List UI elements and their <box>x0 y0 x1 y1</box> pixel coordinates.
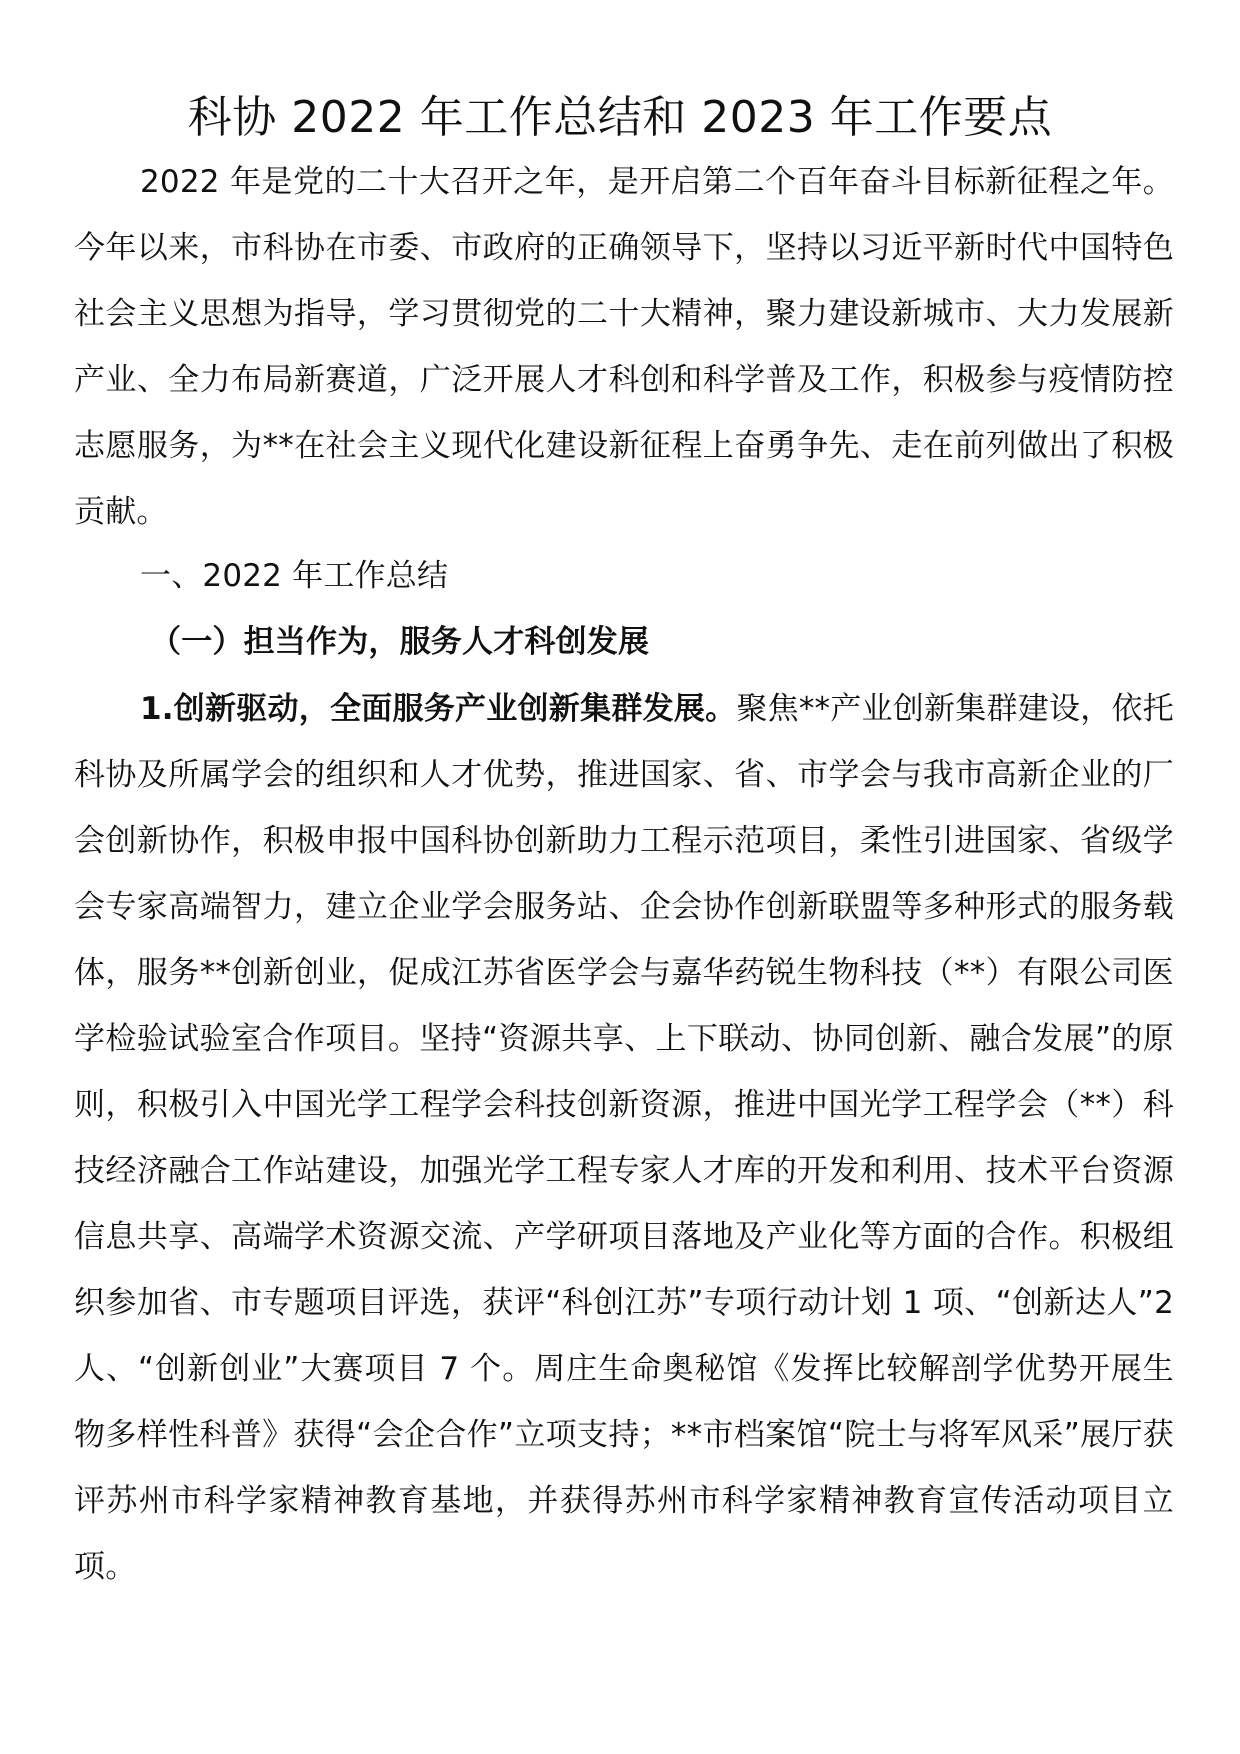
item1-body: 聚焦**产业创新集群建设，依托科协及所属学会的组织和人才优势，推进国家、省、市学会与我市高新企业的厂会创新协作，积极申报中国科协创新助力工程示范项目，柔性引进国家、省级学会专家高端智力，建立企业学会服务站、企会协作创新联盟等多种形式的服务载体，服务**创新创业，促成江苏省医学会与嘉华药锐生物科技（**）有限公司医学检验试验室合作项目。坚持“资源共享、上下联动、协同创新、融合发展”的原则，积极引入中国光学工程学会科技创新资源，推进中国光学工程学会（**）科技经济融合工作站建设，加强光学工程专家人才库的开发和利用、技术平台资源信息共享、高端学术资源交流、产学研项目落地及产业化等方面的合作。积极组织参加省、市专题项目评选，获评“科创江苏”专项行动计划 1 项、“创新达人”2 人、“创新创业”大赛项目 7 个。周庄生命奥秘馆《发挥比较解剖学优势开展生物多样性科普》获得“会企合作”立项支持；**市档案馆“院士与将军风采”展厅获评苏州市科学家精神教育基地，并获得苏州市科学家精神教育宣传活动项目立项。 <box>74 691 1174 1585</box>
document-title: 科协 2022 年工作总结和 2023 年工作要点 <box>187 92 1053 143</box>
item1-lead: 1.创新驱动，全面服务产业创新集群发展。 <box>140 691 737 727</box>
item1-paragraph <box>74 676 1174 1600</box>
section-heading: 一、2022 年工作总结 <box>140 558 449 594</box>
subsection-heading: （一）担当作为，服务人才科创发展 <box>150 624 650 660</box>
intro-paragraph: 2022 年是党的二十大召开之年，是开启第二个百年奋斗目标新征程之年。今年以来，市科协在市委、市政府的正确领导下，坚持以习近平新时代中国特色社会主义思想为指导，学习贯彻党的二十大精神，聚力建设新城市、大力发展新产业、全力布局新赛道，广泛开展人才科创和科学普及工作，积极参与疫情防控志愿服务，为**在社会主义现代化建设新征程上奋勇争先、走在前列做出了积极贡献。 <box>74 164 1174 530</box>
